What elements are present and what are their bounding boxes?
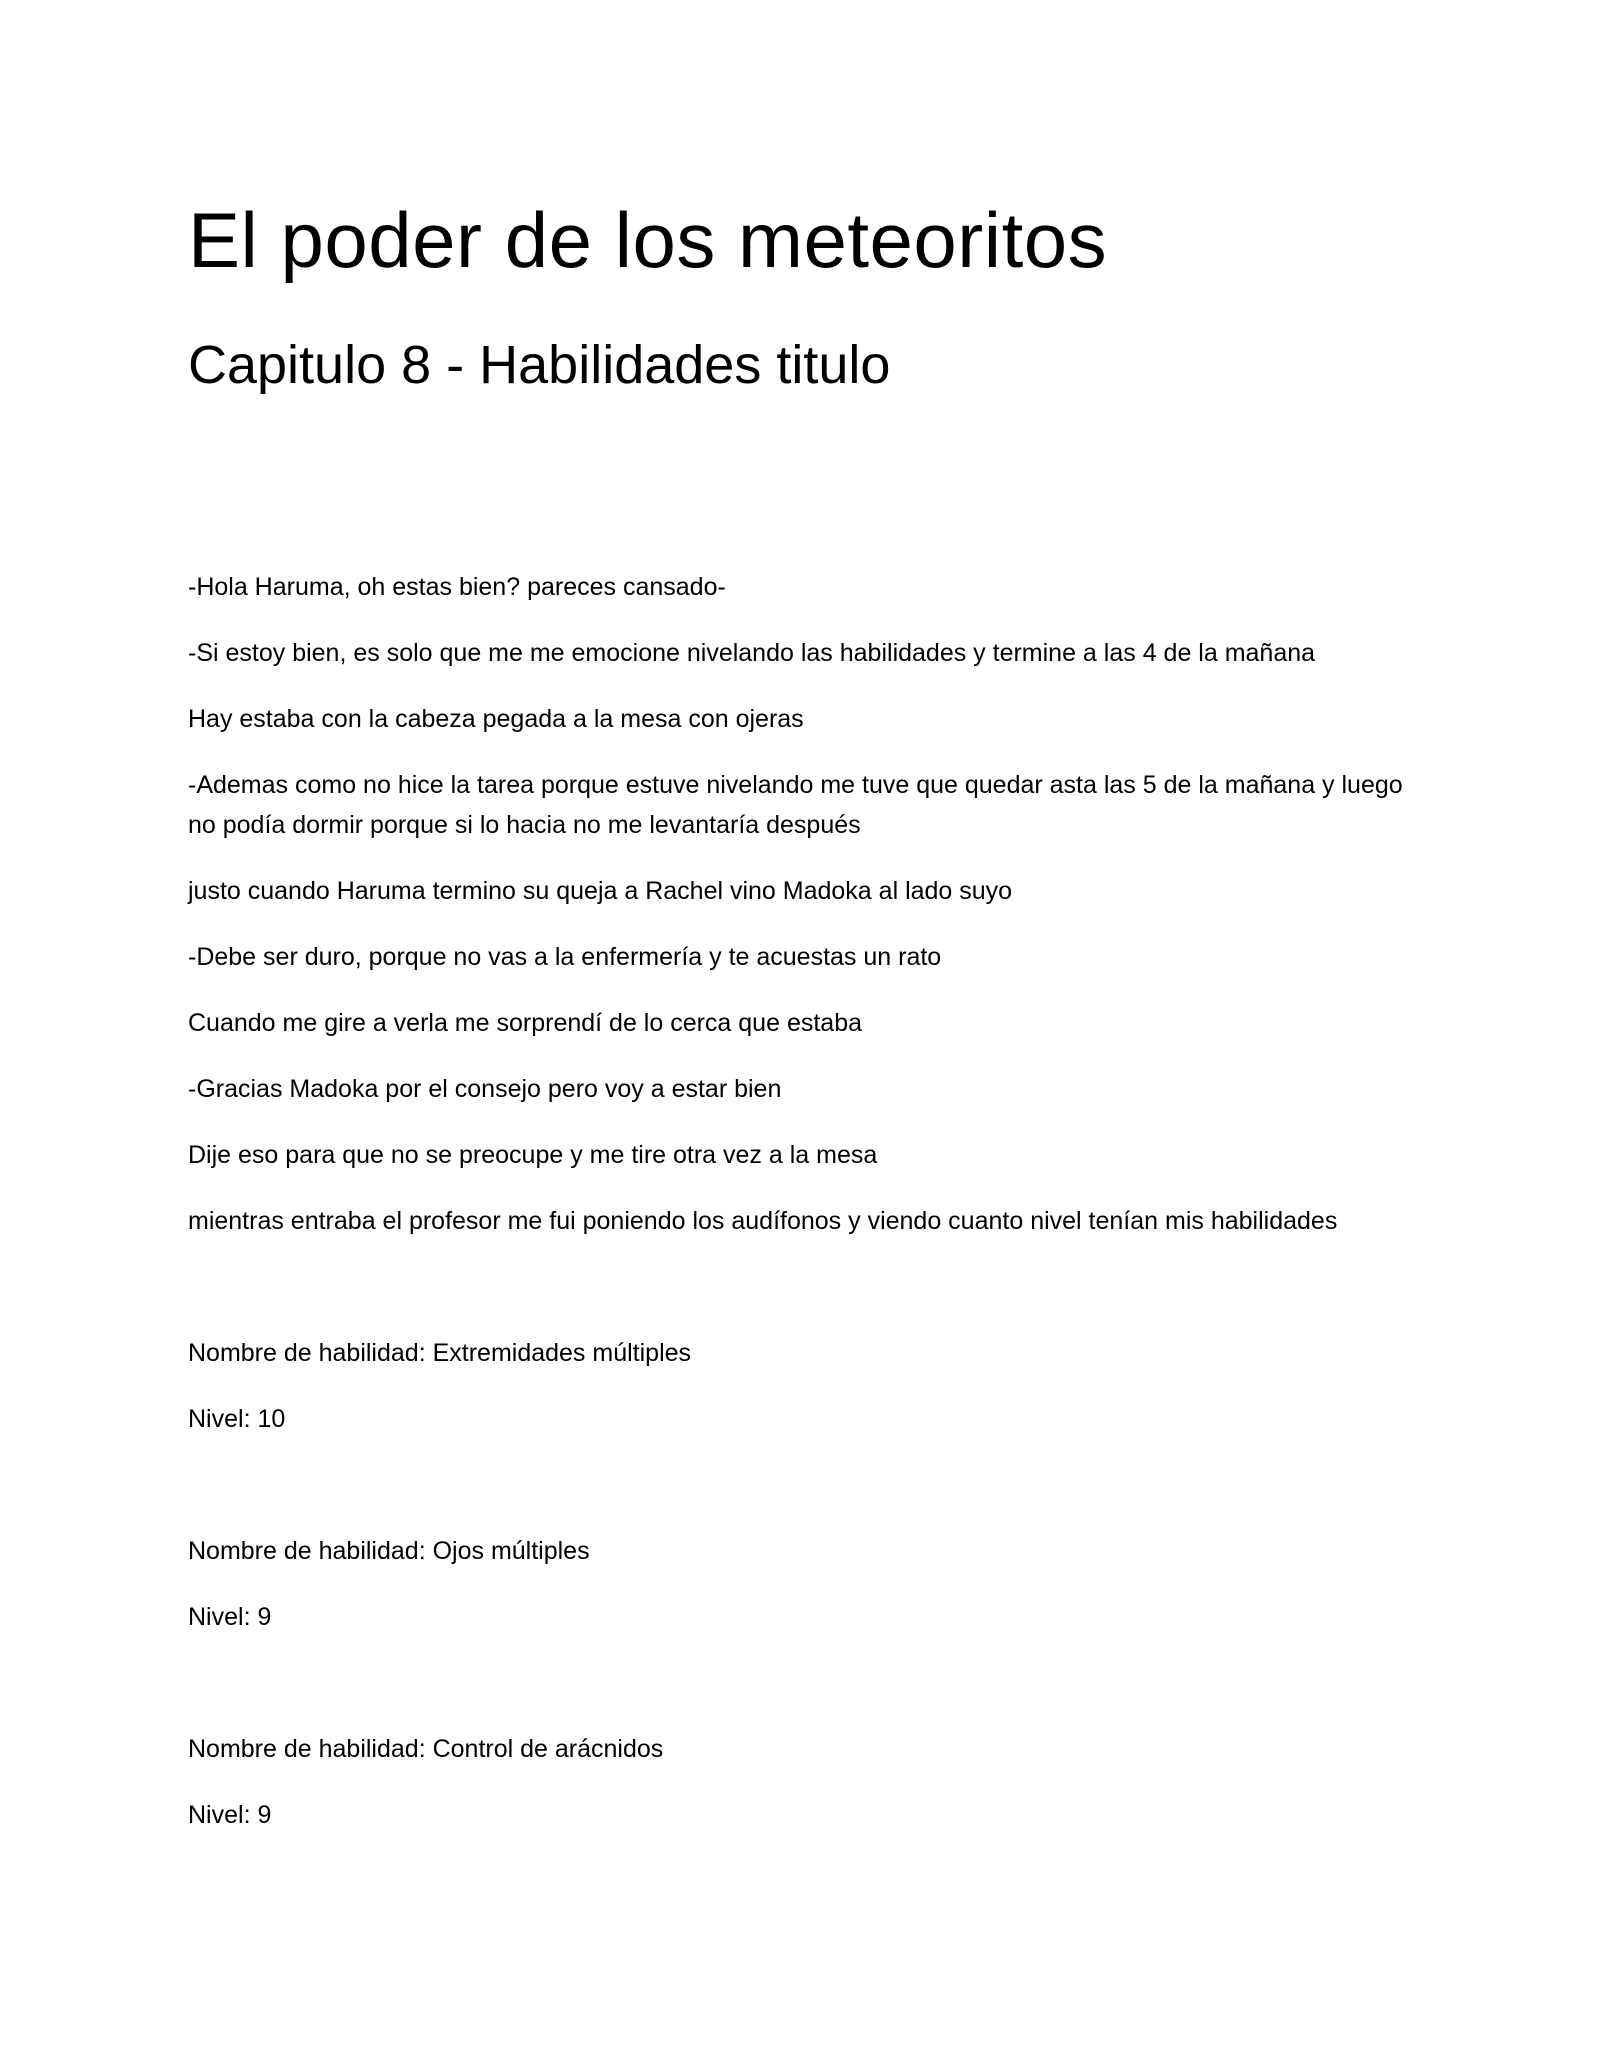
skill-name: Nombre de habilidad: Control de arácnidos bbox=[188, 1735, 664, 1764]
paragraph: justo cuando Haruma termino su queja a Rachel vino Madoka al lado suyo bbox=[188, 877, 1013, 906]
document-title: El poder de los meteoritos bbox=[188, 196, 1108, 284]
paragraph: mientras entraba el profesor me fui poniendo los audífonos y viendo cuanto nivel tenían mis habilidades bbox=[188, 1207, 1338, 1236]
story-body bbox=[188, 567, 1428, 1241]
skill-entry bbox=[188, 1333, 1428, 1439]
skill-name: Nombre de habilidad: Ojos múltiples bbox=[188, 1537, 590, 1566]
paragraph: -Gracias Madoka por el consejo pero voy a estar bien bbox=[188, 1075, 782, 1104]
paragraph: Dije eso para que no se preocupe y me tire otra vez a la mesa bbox=[188, 1141, 878, 1170]
page-content bbox=[188, 198, 1428, 1927]
paragraph: -Hola Haruma, oh estas bien? pareces cansado- bbox=[188, 573, 726, 602]
skill-level: Nivel: 10 bbox=[188, 1405, 286, 1434]
skill-level: Nivel: 9 bbox=[188, 1801, 272, 1830]
skill-name: Nombre de habilidad: Extremidades múltiples bbox=[188, 1339, 692, 1368]
paragraph: -Debe ser duro, porque no vas a la enfermería y te acuestas un rato bbox=[188, 943, 942, 972]
skill-entry bbox=[188, 1531, 1428, 1637]
paragraph: -Ademas como no hice la tarea porque estuve nivelando me tuve que quedar asta las 5 de la mañana y luego no podía dormir porque si lo hacia no me levantaría después bbox=[188, 771, 1403, 840]
paragraph: Cuando me gire a verla me sorprendí de lo cerca que estaba bbox=[188, 1009, 862, 1038]
paragraph: Hay estaba con la cabeza pegada a la mesa con ojeras bbox=[188, 705, 804, 734]
skill-level: Nivel: 9 bbox=[188, 1603, 272, 1632]
skills-list bbox=[188, 1333, 1428, 1835]
skill-entry bbox=[188, 1729, 1428, 1835]
chapter-heading: Capitulo 8 - Habilidades titulo bbox=[188, 334, 891, 395]
paragraph: -Si estoy bien, es solo que me me emocione nivelando las habilidades y termine a las 4 de la mañana bbox=[188, 639, 1316, 668]
